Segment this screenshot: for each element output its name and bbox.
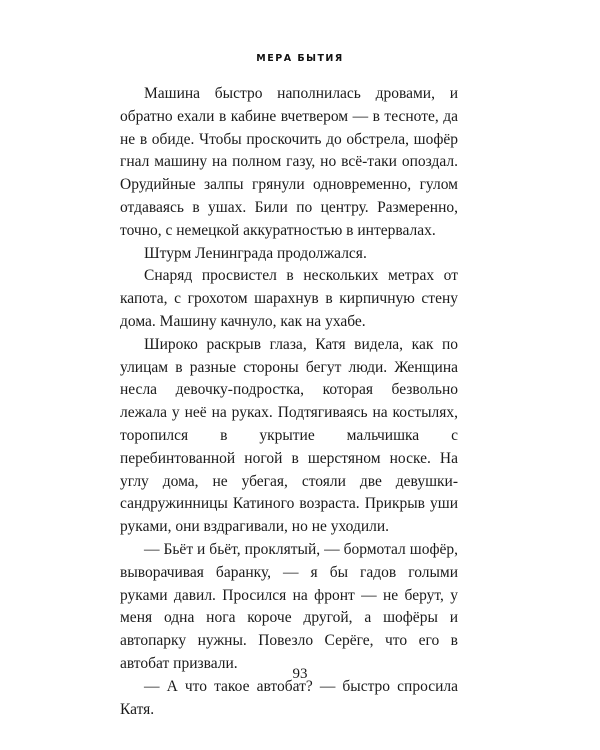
- paragraph-1: Машина быстро наполнилась дровами, и обратно ехали в кабине вчетвером — в тесноте, да не в обиде. Чтобы проскочить до обстрела, шофёр гнал машину на полном газу, но всё-таки опоздал. Орудийные залпы грянули одновременно, гулом отдаваясь в ушах. Били по центру. Размеренно, точно, с немецкой аккуратностью в интервалах.: [120, 85, 458, 239]
- page-number: 93: [292, 666, 308, 682]
- paragraph-4: Широко раскрыв глаза, Катя видела, как по улицам в разные стороны бегут люди. Женщина несла девочку-подростка, которая безвольно лежала у неё на руках. Подтягиваясь на костылях, торопился в укрытие мальчишка с перебинтованной ногой в шерстяном носке. На углу дома, не убегая, стояли две девушки-сандружинницы Катиного возраста. Прикрыв уши руками, они вздрагивали, но не уходили.: [120, 335, 458, 536]
- body-text: [120, 83, 458, 721]
- paragraph-2: Штурм Ленинграда продолжался.: [144, 244, 367, 262]
- paragraph-5: — Бьёт и бьёт, проклятый, — бормотал шофёр, выворачивая баранку, — я бы гадов голыми руками давил. Просился на фронт — не берут, у меня одна нога короче другой, а шофёры и автопарку нужны. Повезло Серёге, что его в автобат призвали.: [120, 540, 458, 672]
- running-head: МЕРА БЫТИЯ: [256, 53, 344, 64]
- paragraph-6: — А что такое автобат? — быстро спросила Катя.: [120, 677, 458, 718]
- paragraph-3: Снаряд просвистел в нескольких метрах от капота, с грохотом шарахнув в кирпичную стену дома. Машину качнуло, как на ухабе.: [120, 267, 458, 330]
